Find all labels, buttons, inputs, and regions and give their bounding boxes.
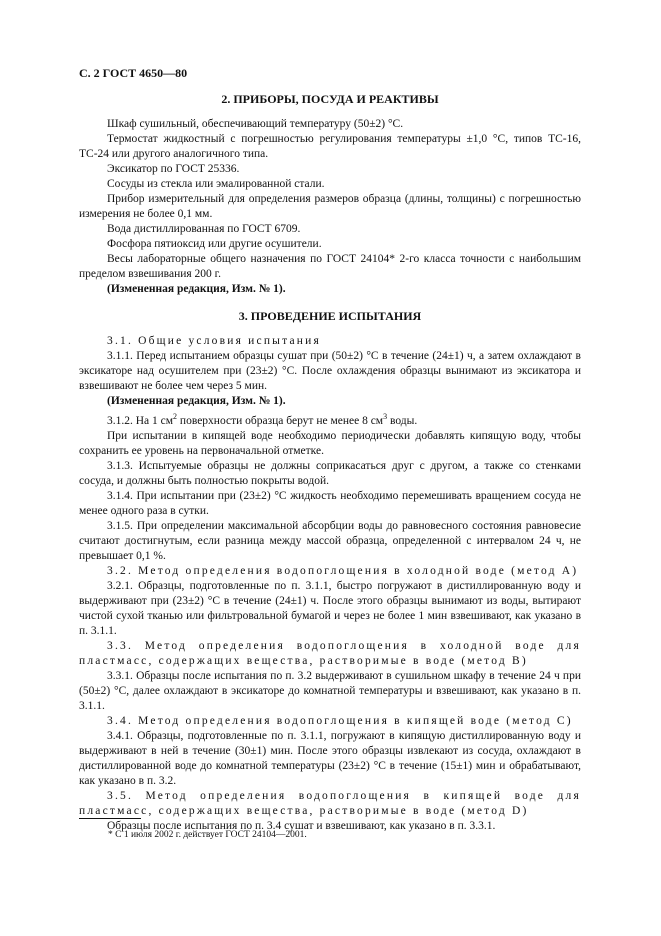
paragraph-3-5: 3.5. Метод определения водопоглощения в кипящей воде для пластмасс, содержащих вещества, растворимые в воде (метод D): [79, 789, 581, 817]
paragraph-3-1-2: 3.1.2. На 1 $см^2$ поверхности образца берут не менее 8 $см^3$ воды.: [107, 412, 418, 427]
section-2-paragraph: Сосуды из стекла или эмалированной стали.: [107, 178, 325, 190]
paragraph-3-1-3: 3.1.3. Испытуемые образцы не должны соприкасаться друг с другом, а также со стенками сосуда, и должны быть полностью покрыты водой.: [79, 459, 581, 487]
paragraph-3-1-1: 3.1.1. Перед испытанием образцы сушат при (50±2) °С в течение (24±1) ч, а затем охлаждают в эксикаторе над осушителем при (23±2) °С. После охлаждения образцы вынимают из эксикатора и взвешивают не более чем через 5 мин.: [79, 350, 581, 392]
paragraph-3-3: 3.3. Метод определения водопоглощения в холодной воде для пластмасс, содержащих вещества, растворимые в воде (метод В): [79, 639, 581, 667]
section-3-title: 3. ПРОВЕДЕНИЕ ИСПЫТАНИЯ: [238, 309, 422, 323]
paragraph-3-5-text: Образцы после испытания по п. 3.4 сушат и взвешивают, как указано в п. 3.3.1.: [107, 819, 496, 832]
paragraph-3-1-5: 3.1.5. При определении максимальной абсорбции воды до равновесного состояния равновесие считают достигнутым, если разница между массой образца, определенной с интервалом 24 ч, не превышает 0,1 %.: [79, 519, 581, 562]
paragraph-3-3-1: 3.3.1. Образцы после испытания по п. 3.2 выдерживают в сушильном шкафу в течение 24 ч при (50±2) °С, далее охлаждают в эксикаторе до комнатной температуры и взвешивают, как указано в п. 3.1.1.: [79, 669, 581, 712]
paragraph-3-4: 3.4. Метод определения водопоглощения в кипящей воде (метод С): [107, 714, 573, 727]
footnote: * С 1 июля 2002 г. действует ГОСТ 24104—2001.: [108, 830, 307, 840]
footnote-divider: [79, 818, 141, 819]
paragraph-3-4-1: 3.4.1. Образцы, подготовленные по п. 3.1.1, погружают в кипящую дистиллированную воду и выдерживают в ней в течение (30±1) мин. После этого образцы извлекают из сосуда, охлаждают в дистиллированной воде до комнатной температуры (23±2) °С в течение (15±1) мин и обрабатывают, как указано в п. 3.2.: [79, 729, 581, 787]
amendment-note: (Измененная редакция, Изм. № 1).: [107, 395, 286, 407]
section-2-paragraph: (Измененная редакция, Изм. № 1).: [107, 283, 286, 295]
document-body: [79, 92, 581, 834]
page-header: С. 2 ГОСТ 4650—80: [79, 66, 188, 80]
section-2-paragraph: Фосфора пятиоксид или другие осушители.: [107, 238, 322, 250]
section-2-paragraph: Шкаф сушильный, обеспечивающий температуру (50±2) °С.: [107, 118, 404, 130]
paragraph-3-2: 3.2. Метод определения водопоглощения в холодной воде (метод А): [107, 564, 579, 577]
section-2-paragraph: Прибор измерительный для определения размеров образца (длины, толщины) с погрешностью измерения не более 0,1 мм.: [79, 193, 581, 220]
paragraph-boiling-water: При испытании в кипящей воде необходимо периодически добавлять кипящую воду, чтобы сохранить ее уровень на первоначальной отметке.: [79, 429, 581, 457]
paragraph-3-2-1: 3.2.1. Образцы, подготовленные по п. 3.1.1, быстро погружают в дистиллированную воду и выдерживают при (23±2) °С в течение (24±1) ч. После этого образцы вынимают из воды, вытирают чистой сухой тканью или фильтровальной бумагой и через не более 1 мин взвешивают, как указано в п. 3.1.1.: [79, 579, 581, 637]
section-2-paragraph: Эксикатор по ГОСТ 25336.: [107, 163, 240, 175]
section-2-title: 2. ПРИБОРЫ, ПОСУДА И РЕАКТИВЫ: [221, 92, 439, 106]
section-2-paragraph: Вода дистиллированная по ГОСТ 6709.: [107, 223, 301, 235]
paragraph-3-1: 3.1. Общие условия испытания: [107, 335, 321, 347]
section-2-paragraph: Весы лабораторные общего назначения по ГОСТ 24104* 2-го класса точности с наибольшим пределом взвешивания 200 г.: [79, 253, 581, 280]
paragraph-3-1-4: 3.1.4. При испытании при (23±2) °С жидкость необходимо перемешивать вращением сосуда не менее одного раза в сутки.: [79, 489, 581, 517]
section-2-paragraph: Термостат жидкостный с погрешностью регулирования температуры ±1,0 °С, типов ТС-16, ТС-24 или другого аналогичного типа.: [79, 133, 581, 160]
section-2-list: [79, 117, 581, 297]
